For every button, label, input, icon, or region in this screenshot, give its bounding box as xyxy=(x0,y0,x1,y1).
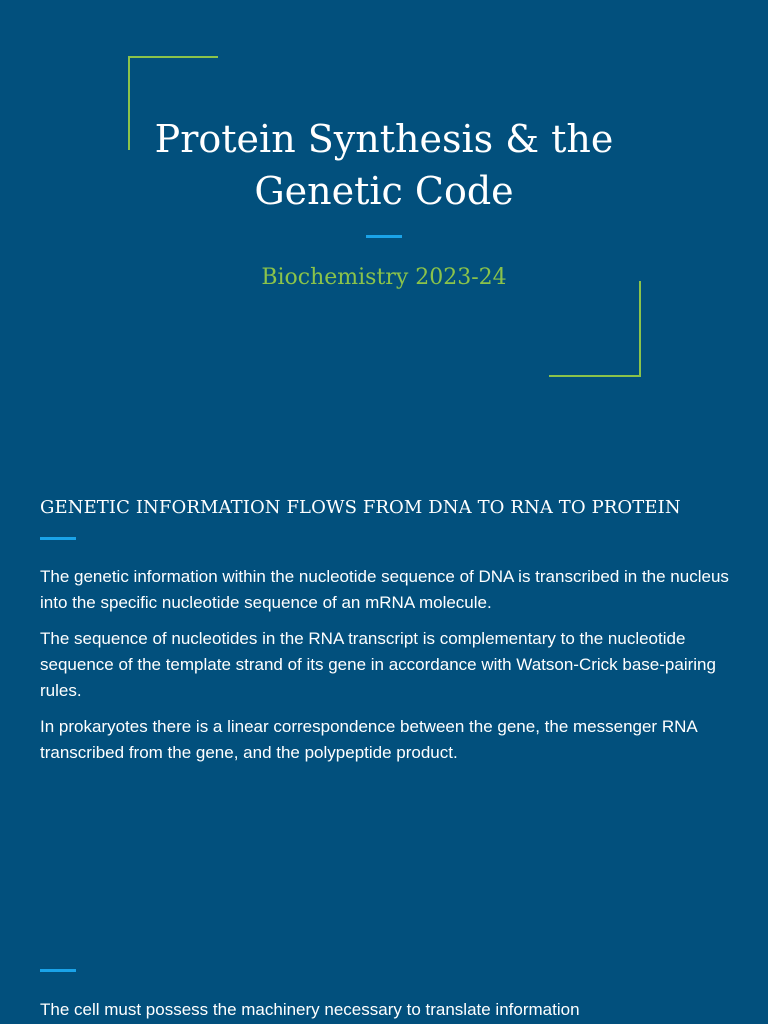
section-heading: GENETIC INFORMATION FLOWS FROM DNA TO RNA TO PROTEIN xyxy=(40,497,681,518)
next-section-paragraph: The cell must possess the machinery necessary to translate information xyxy=(40,1000,580,1019)
section-divider xyxy=(40,537,76,540)
page-title: Protein Synthesis & the Genetic Code xyxy=(154,117,614,213)
paragraph: The sequence of nucleotides in the RNA transcript is complementary to the nucleotide sequence of the template strand of its gene in accordance with Watson-Crick base-pairing rules. xyxy=(40,629,716,700)
corner-bracket-bottom-right xyxy=(549,281,641,377)
paragraph: In prokaryotes there is a linear correspondence between the gene, the messenger RNA transcribed from the gene, and the polypeptide product. xyxy=(40,717,697,762)
title-divider xyxy=(366,235,402,238)
title-slide xyxy=(0,0,768,430)
paragraph: The genetic information within the nucleotide sequence of DNA is transcribed in the nucleus into the specific nucleotide sequence of an mRNA molecule. xyxy=(40,567,729,612)
section-body xyxy=(40,564,730,776)
page-subtitle: Biochemistry 2023-24 xyxy=(261,265,507,290)
next-section-divider xyxy=(40,969,76,972)
